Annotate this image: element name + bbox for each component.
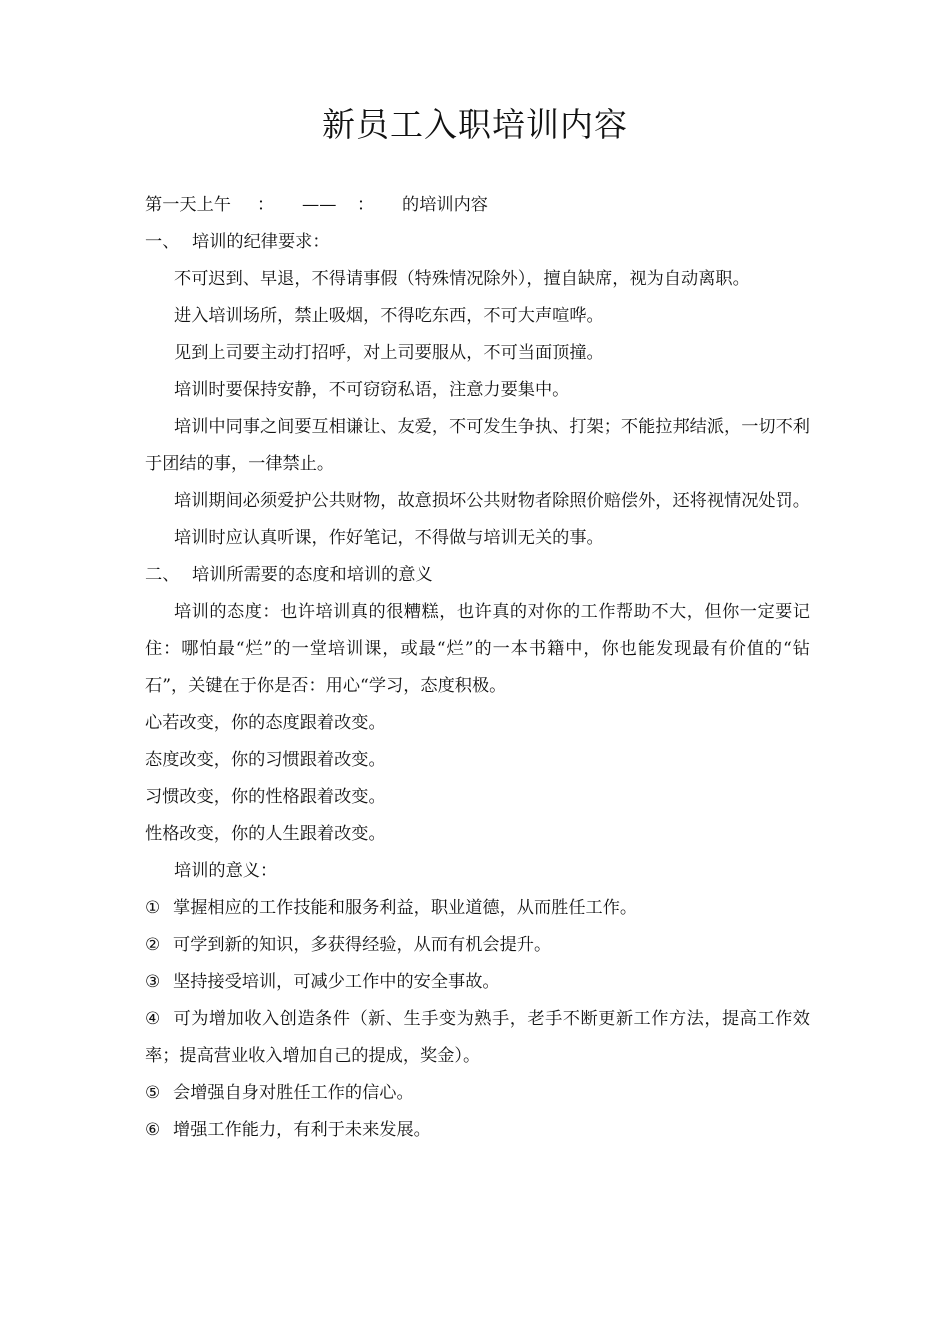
day-label: 第一天上午: [145, 195, 231, 215]
saying-line: 态度改变，你的习惯跟着改变。: [145, 750, 386, 770]
day-content-label: 的培训内容: [402, 195, 488, 215]
meaning-text: 可学到新的知识，多获得经验，从而有机会提升。: [173, 935, 552, 955]
discipline-item: 不可迟到、早退，不得请事假（特殊情况除外），擅自缺席，视为自动离职。: [174, 269, 750, 289]
meaning-item: [145, 927, 810, 964]
section-2-title: 培训所需要的态度和培训的意义: [192, 565, 433, 585]
discipline-item: 培训中同事之间要互相谦让、友爱，不可发生争执、打架；不能拉邦结派，一切不利于团结的事，一律禁止。: [145, 417, 810, 474]
circled-number: ①: [145, 898, 161, 918]
time-colon-start: ：: [257, 195, 275, 215]
section-2-heading: [145, 557, 810, 594]
meaning-text: 可为增加收入创造条件（新、生手变为熟手，老手不断更新工作方法，提高工作效率；提高营业收入增加自己的提成，奖金）。: [145, 1009, 810, 1066]
meaning-text: 会增强自身对胜任工作的信心。: [173, 1083, 414, 1103]
training-meaning-heading: 培训的意义：: [174, 861, 278, 881]
document-body: [145, 187, 810, 1149]
circled-number: ⑥: [145, 1120, 161, 1140]
meaning-item: [145, 1001, 810, 1075]
circled-number: ②: [145, 935, 161, 955]
circled-number: ③: [145, 972, 161, 992]
meaning-item: [145, 964, 810, 1001]
discipline-item: 培训时要保持安静，不可窃窃私语，注意力要集中。: [174, 380, 570, 400]
meaning-text: 坚持接受培训，可减少工作中的安全事故。: [173, 972, 500, 992]
circled-number: ④: [145, 1009, 161, 1029]
section-1-title: 培训的纪律要求：: [192, 232, 330, 252]
meaning-item: [145, 890, 810, 927]
section-1-heading: [145, 224, 810, 261]
meaning-text: 增强工作能力，有利于未来发展。: [173, 1120, 431, 1140]
training-attitude-paragraph: 培训的态度：也许培训真的很糟糕，也许真的对你的工作帮助不大，但你一定要记住：哪怕最“烂”的一堂培训课，或最“烂”的一本书籍中，你也能发现最有价值的“钻石”，关键在于你是否：用心“学习，态度积极。: [145, 602, 810, 696]
day-schedule-line: [145, 187, 810, 224]
time-colon-end: ：: [357, 195, 375, 215]
meaning-item: [145, 1075, 810, 1112]
document-title: 新员工入职培训内容: [322, 105, 628, 144]
discipline-item: 培训期间必须爱护公共财物，故意损坏公共财物者除照价赔偿外，还将视情况处罚。: [174, 491, 810, 511]
discipline-item: 见到上司要主动打招呼，对上司要服从，不可当面顶撞。: [174, 343, 604, 363]
section-2-number: 二、: [145, 565, 180, 585]
saying-line: 性格改变，你的人生跟着改变。: [145, 824, 386, 844]
saying-line: 心若改变，你的态度跟着改变。: [145, 713, 386, 733]
discipline-item: 进入培训场所，禁止吸烟，不得吃东西，不可大声喧哗。: [174, 306, 604, 326]
meaning-item: [145, 1112, 810, 1149]
discipline-item: 培训时应认真听课，作好笔记，不得做与培训无关的事。: [174, 528, 604, 548]
section-1-number: 一、: [145, 232, 180, 252]
saying-line: 习惯改变，你的性格跟着改变。: [145, 787, 386, 807]
time-dash: ——: [302, 195, 337, 215]
meaning-text: 掌握相应的工作技能和服务利益，职业道德，从而胜任工作。: [173, 898, 638, 918]
circled-number: ⑤: [145, 1083, 161, 1103]
